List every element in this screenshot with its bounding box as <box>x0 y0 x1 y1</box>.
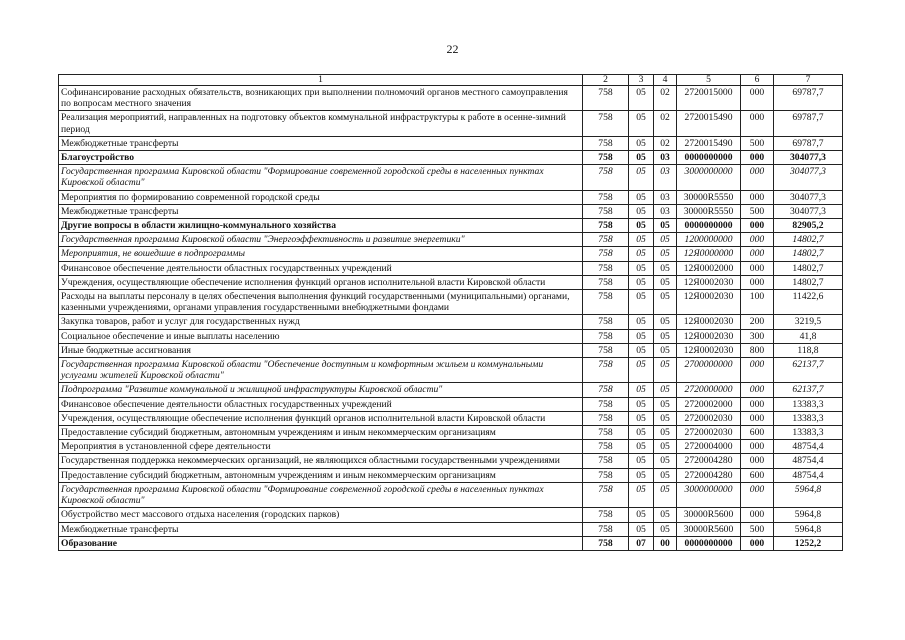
table-row <box>59 233 843 247</box>
ministry-code: 758 <box>583 261 629 275</box>
expense-type-code: 000 <box>741 358 774 383</box>
table-row <box>59 111 843 136</box>
ministry-code: 758 <box>583 290 629 315</box>
section-code: 05 <box>629 426 654 440</box>
section-code: 05 <box>629 411 654 425</box>
subsection-code: 05 <box>654 468 677 482</box>
ministry-code: 758 <box>583 204 629 218</box>
section-code: 05 <box>629 482 654 507</box>
table-row <box>59 358 843 383</box>
ministry-code: 758 <box>583 165 629 190</box>
ministry-code: 758 <box>583 343 629 357</box>
subsection-code: 05 <box>654 233 677 247</box>
subsection-code: 05 <box>654 275 677 289</box>
amount: 5964,8 <box>774 508 843 522</box>
subsection-code: 05 <box>654 290 677 315</box>
table-row <box>59 136 843 150</box>
amount: 48754,4 <box>774 454 843 468</box>
budget-item-name: Другие вопросы в области жилищно-коммунального хозяйства <box>59 219 583 233</box>
target-article-code: 30000R5550 <box>677 204 741 218</box>
subsection-code: 05 <box>654 383 677 397</box>
budget-item-name: Государственная программа Кировской области "Обеспечение доступным и комфортным жильем и коммунальными услугами жителей Кировской области" <box>59 358 583 383</box>
section-code: 05 <box>629 440 654 454</box>
target-article-code: 30000R5550 <box>677 190 741 204</box>
table-row <box>59 261 843 275</box>
subsection-code: 05 <box>654 411 677 425</box>
table-row <box>59 383 843 397</box>
table-row <box>59 454 843 468</box>
header-cell: 2 <box>583 75 629 86</box>
table-row <box>59 190 843 204</box>
budget-item-name: Расходы на выплаты персоналу в целях обеспечения выполнения функций государственными (муниципальными) органами, казенными учреждениями, органами управления государственными внебюджетными фондами <box>59 290 583 315</box>
table-row <box>59 219 843 233</box>
section-code: 05 <box>629 454 654 468</box>
section-code: 05 <box>629 190 654 204</box>
table-row <box>59 204 843 218</box>
subsection-code: 05 <box>654 454 677 468</box>
expense-type-code: 000 <box>741 86 774 111</box>
subsection-code: 05 <box>654 358 677 383</box>
subsection-code: 03 <box>654 165 677 190</box>
section-code: 05 <box>629 290 654 315</box>
target-article-code: 12Я0002030 <box>677 275 741 289</box>
amount: 3219,5 <box>774 315 843 329</box>
ministry-code: 758 <box>583 522 629 536</box>
target-article-code: 2720015490 <box>677 136 741 150</box>
section-code: 05 <box>629 86 654 111</box>
subsection-code: 05 <box>654 329 677 343</box>
subsection-code: 05 <box>654 343 677 357</box>
amount: 304077,3 <box>774 204 843 218</box>
expense-type-code: 000 <box>741 219 774 233</box>
section-code: 05 <box>629 151 654 165</box>
amount: 11422,6 <box>774 290 843 315</box>
header-cell: 4 <box>654 75 677 86</box>
table-row <box>59 482 843 507</box>
budget-item-name: Социальное обеспечение и иные выплаты населению <box>59 329 583 343</box>
section-code: 05 <box>629 358 654 383</box>
section-code: 05 <box>629 315 654 329</box>
amount: 304077,3 <box>774 165 843 190</box>
header-cell: 6 <box>741 75 774 86</box>
ministry-code: 758 <box>583 508 629 522</box>
expense-type-code: 000 <box>741 536 774 550</box>
subsection-code: 05 <box>654 508 677 522</box>
budget-item-name: Финансовое обеспечение деятельности областных государственных учреждений <box>59 261 583 275</box>
section-code: 05 <box>629 468 654 482</box>
expense-type-code: 000 <box>741 275 774 289</box>
target-article-code: 2700000000 <box>677 358 741 383</box>
subsection-code: 02 <box>654 136 677 150</box>
target-article-code: 12Я0002030 <box>677 315 741 329</box>
target-article-code: 2720004280 <box>677 454 741 468</box>
ministry-code: 758 <box>583 329 629 343</box>
section-code: 07 <box>629 536 654 550</box>
expense-type-code: 600 <box>741 426 774 440</box>
header-cell: 5 <box>677 75 741 86</box>
budget-item-name: Образование <box>59 536 583 550</box>
amount: 14802,7 <box>774 275 843 289</box>
expense-type-code: 000 <box>741 397 774 411</box>
budget-item-name: Межбюджетные трансферты <box>59 522 583 536</box>
budget-item-name: Софинансирование расходных обязательств, возникающих при выполнении полномочий органов местного самоуправления по вопросам местного значения <box>59 86 583 111</box>
section-code: 05 <box>629 219 654 233</box>
table-row <box>59 151 843 165</box>
expense-type-code: 600 <box>741 468 774 482</box>
expense-type-code: 500 <box>741 204 774 218</box>
ministry-code: 758 <box>583 219 629 233</box>
header-cell: 1 <box>59 75 583 86</box>
ministry-code: 758 <box>583 136 629 150</box>
ministry-code: 758 <box>583 383 629 397</box>
target-article-code: 30000R5600 <box>677 508 741 522</box>
target-article-code: 1200000000 <box>677 233 741 247</box>
expense-type-code: 000 <box>741 233 774 247</box>
table-row <box>59 508 843 522</box>
page-number: 22 <box>446 42 459 56</box>
ministry-code: 758 <box>583 358 629 383</box>
ministry-code: 758 <box>583 482 629 507</box>
section-code: 05 <box>629 397 654 411</box>
ministry-code: 758 <box>583 151 629 165</box>
section-code: 05 <box>629 329 654 343</box>
expense-type-code: 300 <box>741 329 774 343</box>
budget-item-name: Государственная программа Кировской области "Формирование современной городской среды в населенных пунктах Кировской области" <box>59 165 583 190</box>
subsection-code: 02 <box>654 86 677 111</box>
amount: 5964,8 <box>774 482 843 507</box>
amount: 48754,4 <box>774 468 843 482</box>
subsection-code: 05 <box>654 219 677 233</box>
target-article-code: 12Я0002030 <box>677 329 741 343</box>
budget-item-name: Иные бюджетные ассигнования <box>59 343 583 357</box>
subsection-code: 05 <box>654 315 677 329</box>
amount: 14802,7 <box>774 261 843 275</box>
budget-item-name: Мероприятия в установленной сфере деятельности <box>59 440 583 454</box>
table-header-row <box>59 75 843 86</box>
subsection-code: 05 <box>654 261 677 275</box>
target-article-code: 0000000000 <box>677 536 741 550</box>
amount: 69787,7 <box>774 86 843 111</box>
ministry-code: 758 <box>583 86 629 111</box>
budget-item-name: Мероприятия, не вошедшие в подпрограммы <box>59 247 583 261</box>
subsection-code: 05 <box>654 440 677 454</box>
expense-type-code: 800 <box>741 343 774 357</box>
table-row <box>59 165 843 190</box>
subsection-code: 02 <box>654 111 677 136</box>
target-article-code: 12Я0002000 <box>677 261 741 275</box>
amount: 5964,8 <box>774 522 843 536</box>
target-article-code: 3000000000 <box>677 482 741 507</box>
expense-type-code: 000 <box>741 165 774 190</box>
target-article-code: 30000R5600 <box>677 522 741 536</box>
table-row <box>59 247 843 261</box>
budget-item-name: Реализация мероприятий, направленных на подготовку объектов коммунальной инфраструктуры к работе в осенне-зимний период <box>59 111 583 136</box>
ministry-code: 758 <box>583 468 629 482</box>
expense-type-code: 000 <box>741 411 774 425</box>
subsection-code: 05 <box>654 482 677 507</box>
expense-type-code: 000 <box>741 247 774 261</box>
table-row <box>59 536 843 550</box>
subsection-code: 03 <box>654 204 677 218</box>
section-code: 05 <box>629 508 654 522</box>
target-article-code: 12Я0002030 <box>677 343 741 357</box>
amount: 1252,2 <box>774 536 843 550</box>
ministry-code: 758 <box>583 426 629 440</box>
target-article-code: 2720002030 <box>677 426 741 440</box>
table-row <box>59 522 843 536</box>
amount: 14802,7 <box>774 233 843 247</box>
budget-item-name: Закупка товаров, работ и услуг для государственных нужд <box>59 315 583 329</box>
header-cell: 3 <box>629 75 654 86</box>
ministry-code: 758 <box>583 536 629 550</box>
section-code: 05 <box>629 136 654 150</box>
expense-type-code: 000 <box>741 190 774 204</box>
target-article-code: 0000000000 <box>677 151 741 165</box>
table-row <box>59 343 843 357</box>
expense-type-code: 500 <box>741 136 774 150</box>
expense-type-code: 000 <box>741 261 774 275</box>
budget-item-name: Межбюджетные трансферты <box>59 136 583 150</box>
subsection-code: 03 <box>654 151 677 165</box>
subsection-code: 05 <box>654 522 677 536</box>
amount: 82905,2 <box>774 219 843 233</box>
amount: 13383,3 <box>774 426 843 440</box>
amount: 304077,3 <box>774 190 843 204</box>
amount: 69787,7 <box>774 111 843 136</box>
table-row <box>59 275 843 289</box>
target-article-code: 12Я0002030 <box>677 290 741 315</box>
header-cell: 7 <box>774 75 843 86</box>
amount: 62137,7 <box>774 383 843 397</box>
table-row <box>59 397 843 411</box>
target-article-code: 12Я0000000 <box>677 247 741 261</box>
ministry-code: 758 <box>583 411 629 425</box>
ministry-code: 758 <box>583 233 629 247</box>
subsection-code: 05 <box>654 397 677 411</box>
budget-item-name: Государственная программа Кировской области "Формирование современной городской среды в населенных пунктах Кировской области" <box>59 482 583 507</box>
subsection-code: 05 <box>654 247 677 261</box>
amount: 62137,7 <box>774 358 843 383</box>
expense-type-code: 000 <box>741 482 774 507</box>
target-article-code: 2720015490 <box>677 111 741 136</box>
amount: 118,8 <box>774 343 843 357</box>
target-article-code: 3000000000 <box>677 165 741 190</box>
section-code: 05 <box>629 343 654 357</box>
target-article-code: 2720000000 <box>677 383 741 397</box>
target-article-code: 2720015000 <box>677 86 741 111</box>
budget-item-name: Государственная поддержка некоммерческих организаций, не являющихся областными государственными учреждениями <box>59 454 583 468</box>
amount: 41,8 <box>774 329 843 343</box>
ministry-code: 758 <box>583 454 629 468</box>
amount: 13383,3 <box>774 397 843 411</box>
budget-item-name: Мероприятия по формированию современной городской среды <box>59 190 583 204</box>
section-code: 05 <box>629 522 654 536</box>
budget-item-name: Учреждения, осуществляющие обеспечение исполнения функций органов исполнительной власти Кировской области <box>59 411 583 425</box>
subsection-code: 03 <box>654 190 677 204</box>
budget-item-name: Финансовое обеспечение деятельности областных государственных учреждений <box>59 397 583 411</box>
budget-item-name: Обустройство мест массового отдыха населения (городских парков) <box>59 508 583 522</box>
amount: 48754,4 <box>774 440 843 454</box>
subsection-code: 00 <box>654 536 677 550</box>
amount: 304077,3 <box>774 151 843 165</box>
section-code: 05 <box>629 261 654 275</box>
section-code: 05 <box>629 111 654 136</box>
table-row <box>59 315 843 329</box>
section-code: 05 <box>629 383 654 397</box>
ministry-code: 758 <box>583 315 629 329</box>
ministry-code: 758 <box>583 247 629 261</box>
table-row <box>59 440 843 454</box>
target-article-code: 0000000000 <box>677 219 741 233</box>
ministry-code: 758 <box>583 275 629 289</box>
target-article-code: 2720002030 <box>677 411 741 425</box>
expense-type-code: 000 <box>741 383 774 397</box>
ministry-code: 758 <box>583 111 629 136</box>
expense-type-code: 500 <box>741 522 774 536</box>
table-row <box>59 468 843 482</box>
target-article-code: 2720002000 <box>677 397 741 411</box>
ministry-code: 758 <box>583 397 629 411</box>
budget-table <box>58 74 843 551</box>
expense-type-code: 200 <box>741 315 774 329</box>
budget-item-name: Подпрограмма "Развитие коммунальной и жилищной инфраструктуры Кировской области" <box>59 383 583 397</box>
expense-type-code: 100 <box>741 290 774 315</box>
expense-type-code: 000 <box>741 111 774 136</box>
section-code: 05 <box>629 275 654 289</box>
target-article-code: 2720004280 <box>677 468 741 482</box>
expense-type-code: 000 <box>741 151 774 165</box>
budget-item-name: Благоустройство <box>59 151 583 165</box>
table-row <box>59 426 843 440</box>
section-code: 05 <box>629 165 654 190</box>
subsection-code: 05 <box>654 426 677 440</box>
amount: 69787,7 <box>774 136 843 150</box>
table-row <box>59 411 843 425</box>
target-article-code: 2720004000 <box>677 440 741 454</box>
expense-type-code: 000 <box>741 508 774 522</box>
table-row <box>59 329 843 343</box>
ministry-code: 758 <box>583 190 629 204</box>
table-row <box>59 86 843 111</box>
section-code: 05 <box>629 247 654 261</box>
budget-item-name: Межбюджетные трансферты <box>59 204 583 218</box>
expense-type-code: 000 <box>741 454 774 468</box>
expense-type-code: 000 <box>741 440 774 454</box>
budget-item-name: Предоставление субсидий бюджетным, автономным учреждениям и иным некоммерческим организациям <box>59 426 583 440</box>
budget-item-name: Государственная программа Кировской области "Энергоэффективность и развитие энергетики" <box>59 233 583 247</box>
budget-item-name: Учреждения, осуществляющие обеспечение исполнения функций органов исполнительной власти Кировской области <box>59 275 583 289</box>
amount: 13383,3 <box>774 411 843 425</box>
table-row <box>59 290 843 315</box>
section-code: 05 <box>629 233 654 247</box>
ministry-code: 758 <box>583 440 629 454</box>
budget-item-name: Предоставление субсидий бюджетным, автономным учреждениям и иным некоммерческим организациям <box>59 468 583 482</box>
amount: 14802,7 <box>774 247 843 261</box>
section-code: 05 <box>629 204 654 218</box>
